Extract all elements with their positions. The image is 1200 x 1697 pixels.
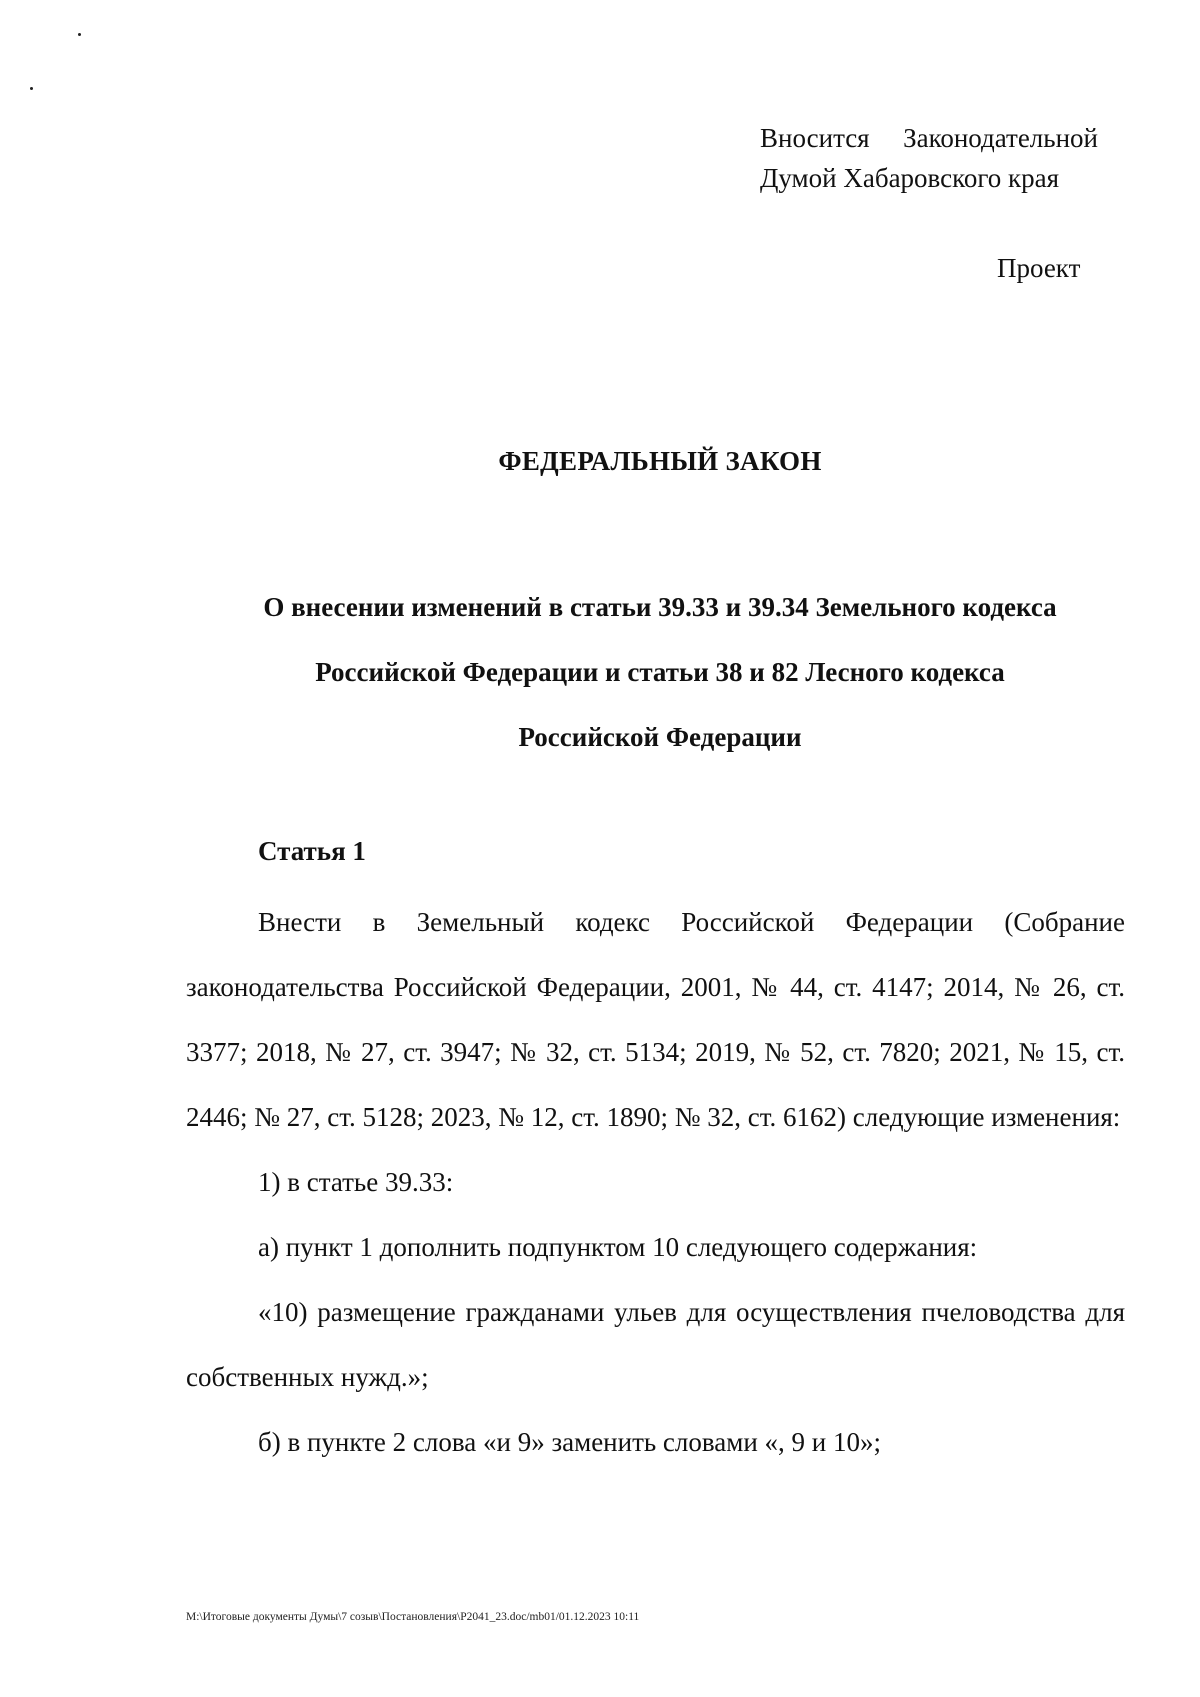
subtitle-line: Российской Федерации и статьи 38 и 82 Лесного кодекса bbox=[315, 657, 1005, 687]
article-intro-paragraph: Внести в Земельный кодекс Российской Федерации (Собрание законодательства Российской Федерации, 2001, № 44, ст. 4147; 2014, № 26, ст. 3377; 2018, № 27, ст. 3947; № 32, ст. 5134; 2019, № 52, ст. 7820; 2021, № 15, ст. 2446; № 27, ст. 5128; 2023, № 12, ст. 1890; № 32, ст. 6162) следующие изменения: bbox=[186, 907, 1125, 1132]
amendment-subitem: б) в пункте 2 слова «и 9» заменить словами «, 9 и 10»; bbox=[258, 1427, 882, 1457]
file-path-footer: M:\Итоговые документы Думы\7 созыв\Постановления\Р2041_23.doc/mb01/01.12.2023 10:11 bbox=[186, 1611, 640, 1623]
article-heading: Статья 1 bbox=[258, 836, 366, 866]
submission-note-word1: Вносится bbox=[760, 123, 870, 153]
amendment-item: 1) в статье 39.33: bbox=[258, 1167, 454, 1197]
law-title: ФЕДЕРАЛЬНЫЙ ЗАКОН bbox=[498, 446, 822, 476]
subtitle-line: О внесении изменений в статьи 39.33 и 39.34 Земельного кодекса bbox=[263, 592, 1057, 622]
amendment-quote: «10) размещение гражданами ульев для осуществления пчеловодства для собственных нужд.»; bbox=[186, 1297, 1125, 1392]
scan-speck bbox=[78, 33, 81, 36]
submission-note-line1 bbox=[760, 118, 1098, 158]
project-label: Проект bbox=[997, 253, 1081, 283]
amendment-subitem: а) пункт 1 дополнить подпунктом 10 следующего содержания: bbox=[258, 1232, 978, 1262]
scan-speck bbox=[30, 87, 33, 90]
submission-note-word2: Законодательной bbox=[903, 123, 1098, 153]
subtitle-line: Российской Федерации bbox=[518, 722, 802, 752]
article-body bbox=[186, 890, 1125, 1475]
law-subtitle bbox=[200, 575, 1120, 770]
submission-note bbox=[760, 118, 1098, 198]
submission-note-line2: Думой Хабаровского края bbox=[760, 163, 1060, 193]
